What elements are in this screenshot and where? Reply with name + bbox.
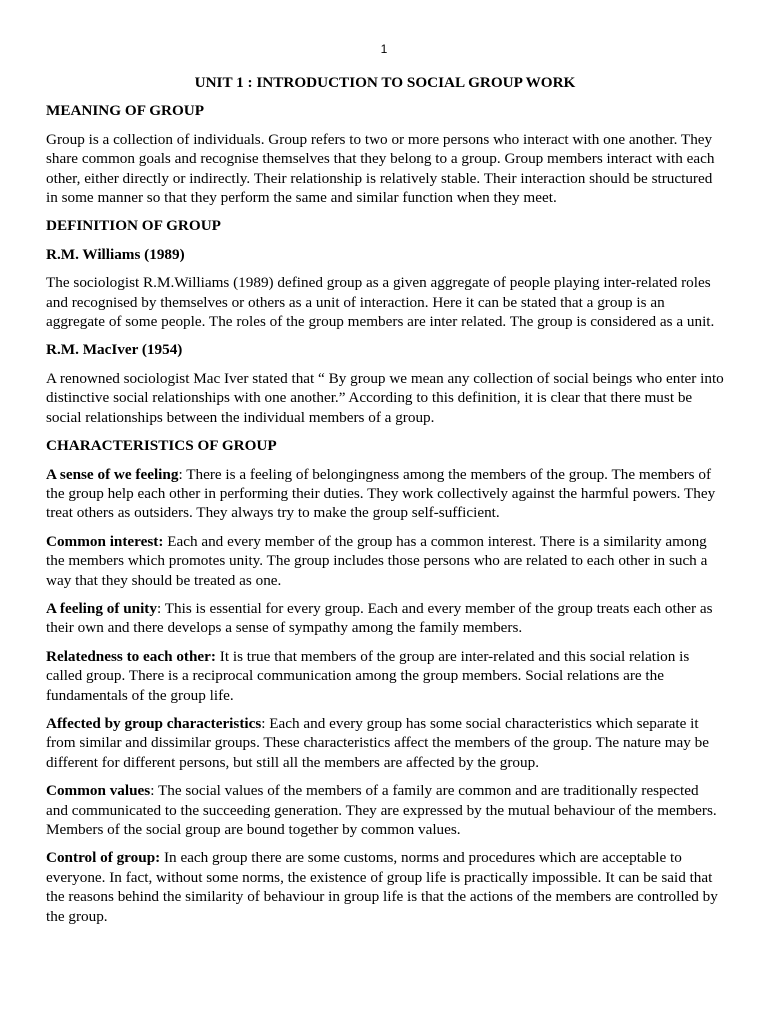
characteristic-item bbox=[46, 532, 724, 590]
characteristic-item bbox=[46, 599, 724, 638]
meaning-paragraph: Group is a collection of individuals. Group refers to two or more persons who interact with one another. They share common goals and recognise themselves that they belong to a group. Group members interact with each other, either directly or indirectly. Their relationship is relatively stable. Their interaction should be structured in some manner so that they perform the same and similar function when they meet. bbox=[46, 130, 715, 207]
characteristic-text: This is essential for every group. Each and every member of the group treats each other as their own and there develops a sense of sympathy among the family members. bbox=[46, 599, 713, 637]
characteristic-separator: : bbox=[150, 782, 155, 800]
characteristic-item bbox=[46, 465, 724, 523]
characteristic-term: Relatedness to each other: bbox=[46, 647, 216, 665]
characteristic-text: It is true that members of the group are inter-related and this social relation is called group. There is a reciprocal communication among the group members. Social relations are the fundamentals of the group life. bbox=[46, 647, 690, 704]
characteristic-text: Each and every member of the group has a common interest. There is a similarity among the members which promotes unity. The group includes those persons who are related to each other in such a way that they should be treated as one. bbox=[46, 532, 708, 589]
characteristic-item bbox=[46, 647, 724, 705]
characteristic-item bbox=[46, 781, 724, 839]
document-title: UNIT 1 : INTRODUCTION TO SOCIAL GROUP WORK bbox=[194, 74, 576, 91]
characteristic-item bbox=[46, 848, 724, 926]
characteristics-heading: CHARACTERISTICS OF GROUP bbox=[46, 437, 277, 455]
characteristic-text: The social values of the members of a family are common and are traditionally respected and communicated to the succeeding generation. They are expressed by the mutual behaviour of the members. Members of the social group are bound together by common values. bbox=[46, 782, 717, 838]
definition-heading: DEFINITION OF GROUP bbox=[46, 217, 221, 235]
characteristic-separator: : bbox=[156, 599, 162, 617]
characteristic-term: Affected by group characteristics bbox=[46, 714, 262, 732]
characteristic-term: Common interest: bbox=[46, 532, 164, 550]
characteristic-separator: : bbox=[178, 465, 183, 483]
characteristic-item bbox=[46, 714, 724, 772]
meaning-heading: MEANING OF GROUP bbox=[46, 102, 205, 120]
characteristic-term: A sense of we feeling bbox=[46, 465, 179, 483]
characteristic-text: Each and every group has some social characteristics which separate it from similar and dissimilar groups. These characteristics affect the members of the group. The nature may be different for different persons, but still all the members are affected by the group. bbox=[46, 714, 709, 771]
characteristic-separator: : bbox=[261, 714, 266, 732]
document-body bbox=[46, 73, 724, 935]
williams-heading: R.M. Williams (1989) bbox=[46, 245, 185, 263]
characteristic-term: Common values bbox=[46, 782, 151, 800]
characteristic-term: Control of group: bbox=[46, 849, 161, 867]
maciver-paragraph: A renowned sociologist Mac Iver stated that “ By group we mean any collection of social beings who enter into distinctive social relationships with one another.” According to this definition, it is clear that there must be social relationships between the individual members of a group. bbox=[46, 369, 724, 426]
maciver-heading: R.M. MacIver (1954) bbox=[46, 341, 183, 359]
characteristic-text: There is a feeling of belongingness among the members of the group. The members of the group help each other in performing their duties. They work collectively against the harmful powers. They treat others as outsiders. They always try to make the group self-sufficient. bbox=[46, 465, 716, 522]
page-number: 1 bbox=[380, 42, 388, 56]
characteristic-text: In each group there are some customs, norms and procedures which are acceptable to everyone. In fact, without some norms, the existence of group life is practically impossible. It can be said that the reasons behind the similarity of behaviour in group life is that the actions of the members are controlled by the group. bbox=[46, 849, 718, 925]
williams-paragraph: The sociologist R.M.Williams (1989) defined group as a given aggregate of people playing inter-related roles and recognised by themselves or others as a unit of interaction. Here it can be stated that a group is an aggregate of some people. The roles of the group members are inter related. The group is considered as a unit. bbox=[46, 274, 715, 331]
characteristic-term: A feeling of unity bbox=[46, 599, 157, 617]
